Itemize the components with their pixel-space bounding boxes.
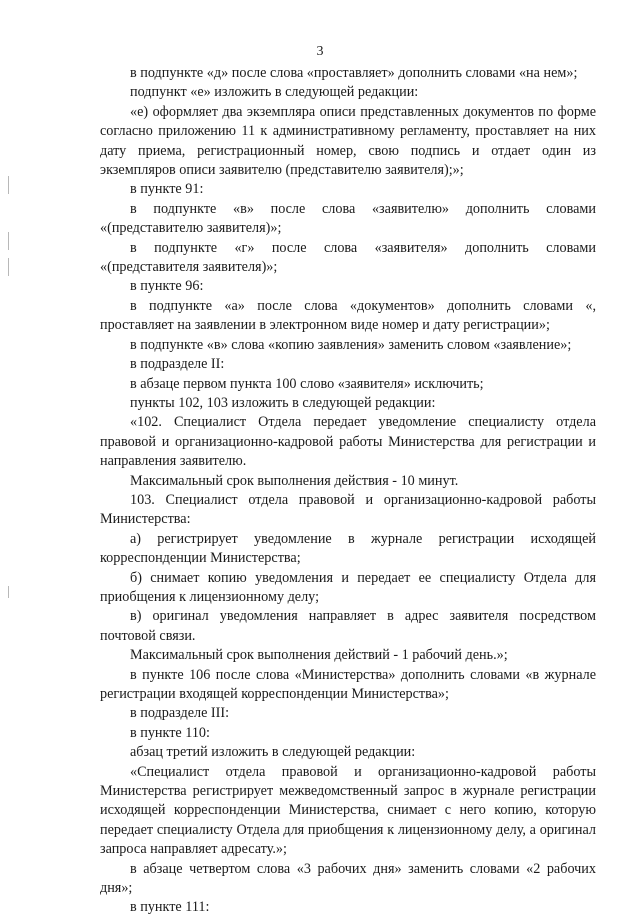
- margin-mark: [8, 258, 9, 276]
- paragraph: в подразделе III:: [130, 705, 230, 722]
- paragraph: в пункте 106 после слова «Министерства» дополнить словами «в журнале регистрации входящей корреспонденции Министерства»;: [100, 666, 596, 702]
- margin-mark: [8, 176, 9, 194]
- paragraph: Максимальный срок выполнения действия - 10 минут.: [130, 472, 459, 489]
- paragraph: подпункт «е» изложить в следующей редакции:: [130, 84, 419, 101]
- paragraph: 103. Специалист отдела правовой и организационно-кадровой работы Министерства:: [100, 491, 596, 528]
- paragraph: в подпункте «г» после слова «заявителя» дополнить словами «(представителя заявителя)»;: [100, 239, 596, 276]
- paragraph: в подпункте «в» после слова «заявителю» дополнить словами «(представителю заявителя)»;: [100, 200, 596, 237]
- paragraph: в подпункте «д» после слова «проставляет» дополнить словами «на нем»;: [130, 65, 578, 81]
- margin-mark: [8, 232, 9, 250]
- paragraph: б) снимает копию уведомления и передает ее специалисту Отдела для приобщения к лицензионному делу;: [100, 569, 596, 605]
- paragraph: в пункте 111:: [130, 899, 210, 916]
- paragraph: в пункте 91:: [130, 181, 204, 198]
- document-body: [100, 64, 596, 918]
- paragraph: в пункте 96:: [130, 278, 204, 295]
- paragraph: в абзаце первом пункта 100 слово «заявителя» исключить;: [130, 375, 484, 392]
- paragraph: в пункте 110:: [130, 724, 210, 741]
- paragraph: а) регистрирует уведомление в журнале регистрации исходящей корреспонденции Министерства;: [100, 530, 596, 567]
- paragraph: пункты 102, 103 изложить в следующей редакции:: [130, 394, 436, 411]
- paragraph: в) оригинал уведомления направляет в адрес заявителя посредством почтовой связи.: [100, 608, 596, 644]
- paragraph: в абзаце четвертом слова «3 рабочих дня» заменить словами «2 рабочих дня»;: [100, 860, 596, 897]
- paragraph: в подпункте «а» после слова «документов» дополнить словами «, проставляет на заявлении в электронном виде номер и дату регистрации»;: [100, 297, 596, 334]
- margin-mark: [8, 586, 9, 598]
- paragraph: «е) оформляет два экземпляра описи представленных документов по форме согласно приложению 11 к административному регламенту, проставляет на них дату приема, регистрационный номер, свою подпись и отдает один из экземпляров описи заявителю (представителю заявителя);»;: [100, 103, 596, 179]
- paragraph: «Специалист отдела правовой и организационно-кадровой работы Министерства регистрирует межведомственный запрос в журнале регистрации исходящей корреспонденции Министерства, снимает с него копию, которую передает специалисту Отдела для приобщения к лицензионному делу, а оригинал запроса направляет адресату.»;: [100, 763, 596, 858]
- page-number: 3: [316, 44, 324, 59]
- paragraph: в подпункте «в» слова «копию заявления» заменить словом «заявление»;: [130, 336, 572, 353]
- paragraph: «102. Специалист Отдела передает уведомление специалисту отдела правовой и организационно-кадровой работы Министерства для регистрации и направления заявителю.: [100, 414, 596, 470]
- paragraph: абзац третий изложить в следующей редакции:: [130, 744, 416, 761]
- paragraph: в подразделе II:: [130, 356, 225, 373]
- paragraph: Максимальный срок выполнения действий - 1 рабочий день.»;: [130, 647, 508, 664]
